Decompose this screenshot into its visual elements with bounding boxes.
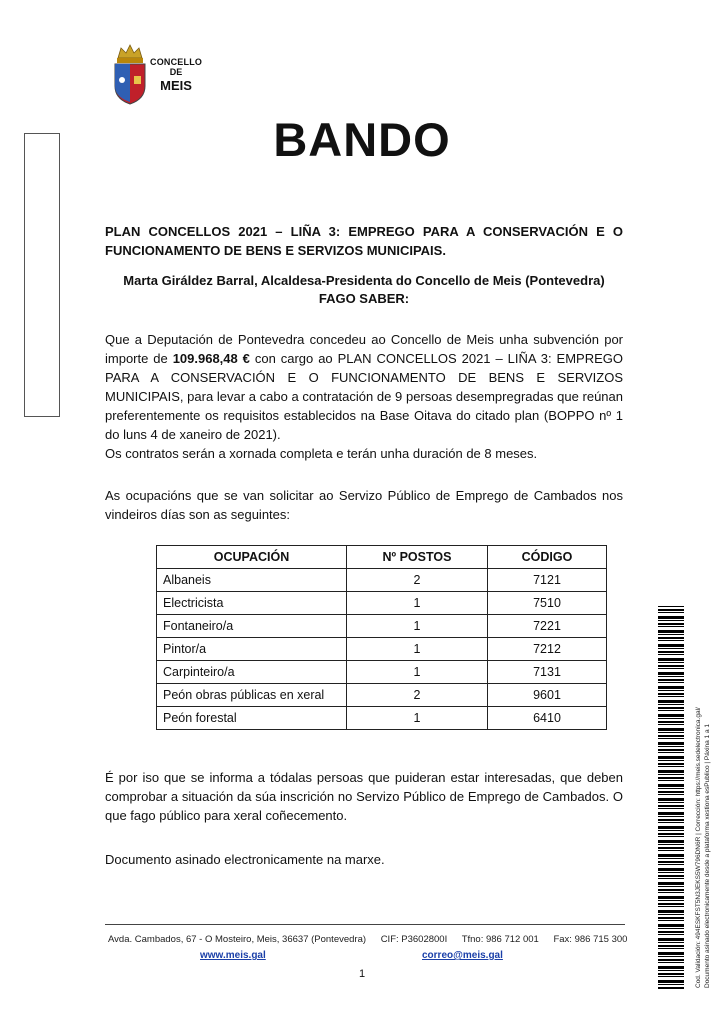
logo-line-2: DE bbox=[169, 67, 183, 77]
paragraph-subsidy-intro: Que a Deputación de Pontevedra concedeu ao Concello de Meis unha subvención por importe de bbox=[105, 332, 623, 366]
cell-code: 7510 bbox=[488, 592, 607, 615]
signature-margin-box bbox=[24, 133, 60, 417]
email-link[interactable]: correo@meis.gal bbox=[422, 950, 503, 961]
cell-posts: 1 bbox=[347, 707, 488, 730]
document-title: BANDO bbox=[273, 113, 451, 166]
table-row bbox=[157, 684, 607, 707]
column-header-posts: Nº POSTOS bbox=[347, 546, 488, 569]
footer-divider bbox=[105, 924, 625, 925]
cell-occupation: Fontaneiro/a bbox=[157, 615, 347, 638]
paragraph-subsidy-rest: con cargo ao PLAN CONCELLOS 2021 – LIÑA 3: EMPREGO PARA A CONSERVACIÓN E O FUNCIONAMENTO DE BENS E SERVIZOS MUNICIPAIS, para levar a cabo a contratación de 9 persoas desempregradas que reúnan preferentemente os requisitos establecidos na Base Oitava do citado plan (BOPPO nº 1 do luns 4 de xaneiro de 2021). bbox=[105, 351, 623, 442]
footer-fax: Fax: 986 715 300 bbox=[553, 934, 628, 945]
logo-line-3: MEIS bbox=[160, 78, 192, 93]
fago-saber: FAGO SABER: bbox=[318, 291, 410, 306]
cell-posts: 1 bbox=[347, 638, 488, 661]
footer-cif: CIF: P3602800I bbox=[380, 934, 448, 945]
document-heading bbox=[105, 222, 623, 260]
website-link[interactable]: www.meis.gal bbox=[200, 950, 266, 961]
cell-occupation: Albaneis bbox=[157, 569, 347, 592]
cell-code: 7121 bbox=[488, 569, 607, 592]
cell-occupation: Peón forestal bbox=[157, 707, 347, 730]
subsidy-amount: 109.968,48 € bbox=[172, 351, 250, 366]
paragraph-signed-note: Documento asinado electronicamente na marxe. bbox=[105, 852, 385, 867]
cell-code: 7221 bbox=[488, 615, 607, 638]
cell-occupation: Pintor/a bbox=[157, 638, 347, 661]
table-row bbox=[157, 569, 607, 592]
table-header-row bbox=[157, 546, 607, 569]
logo-text bbox=[150, 57, 202, 93]
paragraph-occupations-intro: As ocupacións que se van solicitar ao Servizo Público de Emprego de Cambados nos vindeiros días son as seguintes: bbox=[105, 488, 623, 522]
cell-posts: 1 bbox=[347, 592, 488, 615]
cell-posts: 2 bbox=[347, 569, 488, 592]
validation-side-text bbox=[694, 707, 712, 988]
table-row bbox=[157, 592, 607, 615]
table-row bbox=[157, 707, 607, 730]
heading-line-2: FUNCIONAMENTO DE BENS E SERVIZOS MUNICIPAIS. bbox=[105, 243, 446, 258]
cell-code: 9601 bbox=[488, 684, 607, 707]
validation-line-2: Documento asinado electronicamente desde a plataforma xestiona esPublico | Páxina 1 a 1 bbox=[704, 723, 711, 988]
table-row bbox=[157, 615, 607, 638]
paragraph-subsidy bbox=[105, 330, 623, 444]
validation-barcode bbox=[658, 606, 684, 990]
logo-line-1: CONCELLO bbox=[150, 57, 203, 67]
table-row bbox=[157, 661, 607, 684]
validation-line-1: Cod. Validación: 494ESKFST5N3JEKS5W796DN6R | Corrección: https://meis.sedelectronica.gal/ bbox=[695, 707, 702, 988]
cell-posts: 1 bbox=[347, 615, 488, 638]
table-row bbox=[157, 638, 607, 661]
signer-block bbox=[105, 272, 623, 308]
municipal-coat-of-arms-logo bbox=[110, 44, 150, 106]
cell-code: 6410 bbox=[488, 707, 607, 730]
signer-name: Marta Giráldez Barral, Alcaldesa-Presidenta do Concello de Meis (Pontevedra) bbox=[123, 273, 605, 288]
cell-occupation: Peón obras públicas en xeral bbox=[157, 684, 347, 707]
footer-contact bbox=[108, 934, 627, 945]
heading-line-1: PLAN CONCELLOS 2021 – LIÑA 3: EMPREGO PARA A CONSERVACIÓN E O bbox=[105, 224, 623, 239]
page-number: 1 bbox=[358, 968, 366, 980]
cell-occupation: Electricista bbox=[157, 592, 347, 615]
paragraph-contracts: Os contratos serán a xornada completa e terán unha duración de 8 meses. bbox=[105, 446, 538, 461]
column-header-occupation: OCUPACIÓN bbox=[157, 546, 347, 569]
footer-phone: Tfno: 986 712 001 bbox=[461, 934, 539, 945]
cell-occupation: Carpinteiro/a bbox=[157, 661, 347, 684]
paragraph-information: É por iso que se informa a tódalas persoas que puideran estar interesadas, que deben comprobar a situación da súa inscrición no Servizo Público de Emprego de Cambados. O que fago público para xeral coñecemento. bbox=[105, 770, 623, 823]
cell-code: 7212 bbox=[488, 638, 607, 661]
cell-code: 7131 bbox=[488, 661, 607, 684]
column-header-code: CÓDIGO bbox=[488, 546, 607, 569]
cell-posts: 1 bbox=[347, 661, 488, 684]
occupations-table bbox=[156, 545, 607, 730]
footer-address: Avda. Cambados, 67 - O Mosteiro, Meis, 36637 (Pontevedra) bbox=[108, 934, 367, 945]
cell-posts: 2 bbox=[347, 684, 488, 707]
